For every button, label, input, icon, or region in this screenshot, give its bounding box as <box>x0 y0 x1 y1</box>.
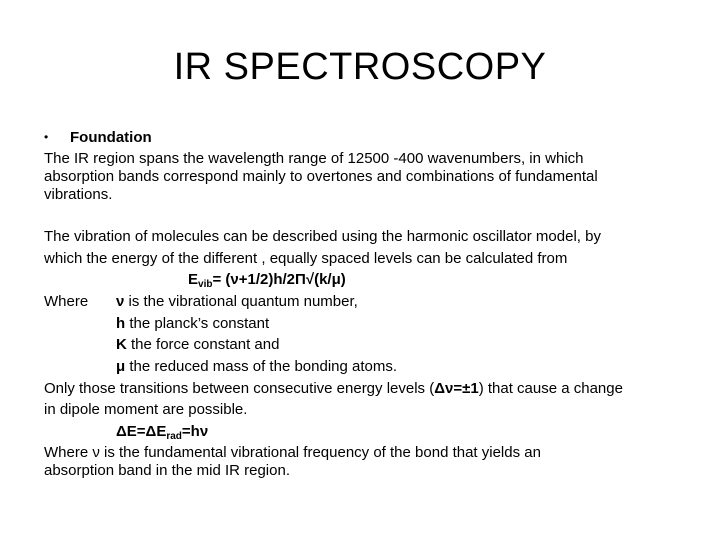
selection-rule: Δν=±1 <box>434 380 479 397</box>
foundation-heading <box>44 128 152 147</box>
definition-text: the reduced mass of the bonding atoms. <box>125 358 398 375</box>
definition-line <box>116 336 279 354</box>
definition-line <box>116 293 358 311</box>
definition-symbol: ν <box>116 293 125 310</box>
paragraph3-line <box>44 380 623 398</box>
slide-title: IR SPECTROSCOPY <box>173 46 547 88</box>
paragraph4-line: absorption band in the mid IR region. <box>44 462 290 479</box>
definition-symbol: μ <box>116 358 126 375</box>
definition-line <box>116 358 397 376</box>
definition-text: the force constant and <box>126 336 280 353</box>
definition-symbol: K <box>116 336 127 353</box>
paragraph1-line: The IR region spans the wavelength range of 12500 -400 wavenumbers, in which <box>44 150 584 167</box>
vibrational-energy-formula <box>188 271 346 289</box>
where-label: Where <box>44 293 89 310</box>
definition-text: the planck’s constant <box>125 315 270 332</box>
formula-sub: vib <box>198 279 213 290</box>
formula-rest: = (ν+1/2)h/2Π√(k/μ) <box>212 271 346 288</box>
definition-symbol: h <box>116 315 126 332</box>
paragraph2-line: The vibration of molecules can be described using the harmonic oscillator model, by <box>44 228 601 245</box>
paragraph3-line: in dipole moment are possible. <box>44 401 248 418</box>
bullet-icon: • <box>44 130 49 144</box>
paragraph2-line: which the energy of the different , equally spaced levels can be calculated from <box>44 250 568 267</box>
definition-line <box>116 315 269 333</box>
definition-text: is the vibrational quantum number, <box>124 293 358 310</box>
paragraph1-line: vibrations. <box>44 186 113 203</box>
formula2-start: ΔE=ΔE <box>116 423 167 440</box>
formula2-end: =hν <box>181 423 209 440</box>
paragraph4-line: Where ν is the fundamental vibrational frequency of the bond that yields an <box>44 444 541 461</box>
paragraph1-line: absorption bands correspond mainly to overtones and combinations of fundamental <box>44 168 598 185</box>
energy-frequency-formula <box>116 423 208 441</box>
formula-main: E <box>188 271 199 288</box>
formula2-sub: rad <box>166 431 182 442</box>
foundation-label: Foundation <box>70 129 152 146</box>
paragraph3-start: Only those transitions between consecutive energy levels ( <box>44 380 435 397</box>
paragraph3-end: ) that cause a change <box>478 380 623 397</box>
